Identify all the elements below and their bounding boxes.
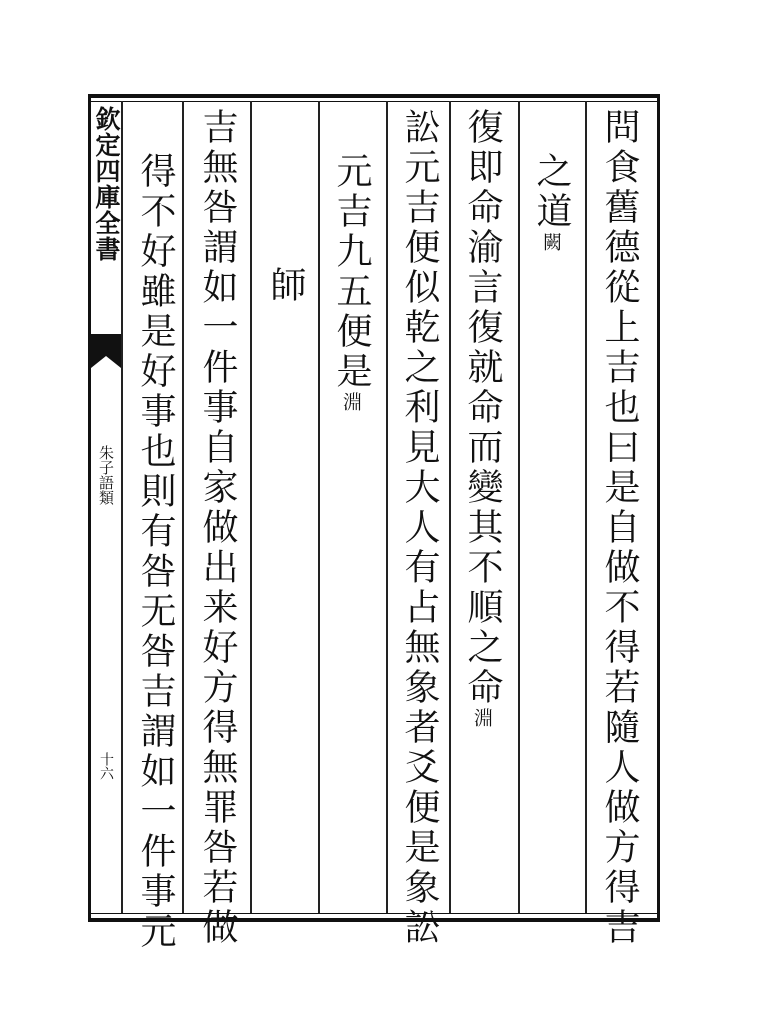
attribution-note: 闕 <box>540 232 562 251</box>
column-rule <box>449 101 451 913</box>
column-text: 吉無咎謂如一件事自家做出来好方得無罪咎若做 <box>197 108 238 948</box>
column-rule <box>518 101 520 913</box>
frame-top-border <box>88 94 660 98</box>
column-text: 復即命渝言復就命而變其不順之命 <box>462 108 503 708</box>
frame-right-border <box>657 94 660 922</box>
column-rule <box>121 101 123 913</box>
attribution-note: 淵 <box>340 392 362 411</box>
text-column-8 <box>132 152 178 952</box>
column-rule <box>585 101 587 913</box>
column-text: 得不好雖是好事也則有咎无咎吉謂如一件事元 <box>135 152 176 952</box>
column-text: 元吉九五便是 <box>331 152 372 392</box>
column-rule <box>182 101 184 913</box>
attribution-note: 淵 <box>471 708 493 727</box>
text-column-7 <box>194 108 240 948</box>
text-column-4 <box>396 108 442 948</box>
column-text: 之道 <box>531 152 572 232</box>
text-column-2 <box>528 152 574 251</box>
text-column-3 <box>459 108 505 727</box>
column-rule <box>386 101 388 913</box>
text-column-5 <box>328 152 374 411</box>
frame-top-inner-line <box>88 101 660 102</box>
column-text: 問食舊德從上吉也曰是自做不得若隨人做方得吉 <box>599 108 640 948</box>
column-rule <box>250 101 252 913</box>
column-text: 訟元吉便似乾之利見大人有占無象者爻便是象訟 <box>399 108 440 948</box>
text-column-6 <box>262 266 308 306</box>
column-rule <box>318 101 320 913</box>
fish-tail-mark <box>91 334 121 368</box>
column-text: 師 <box>265 266 306 306</box>
margin-title: 欽定四庫全書 <box>92 106 121 262</box>
margin-page-number: 十六 <box>98 752 114 780</box>
text-column-1 <box>596 108 642 948</box>
margin-subtitle: 朱子語類 <box>97 445 115 505</box>
